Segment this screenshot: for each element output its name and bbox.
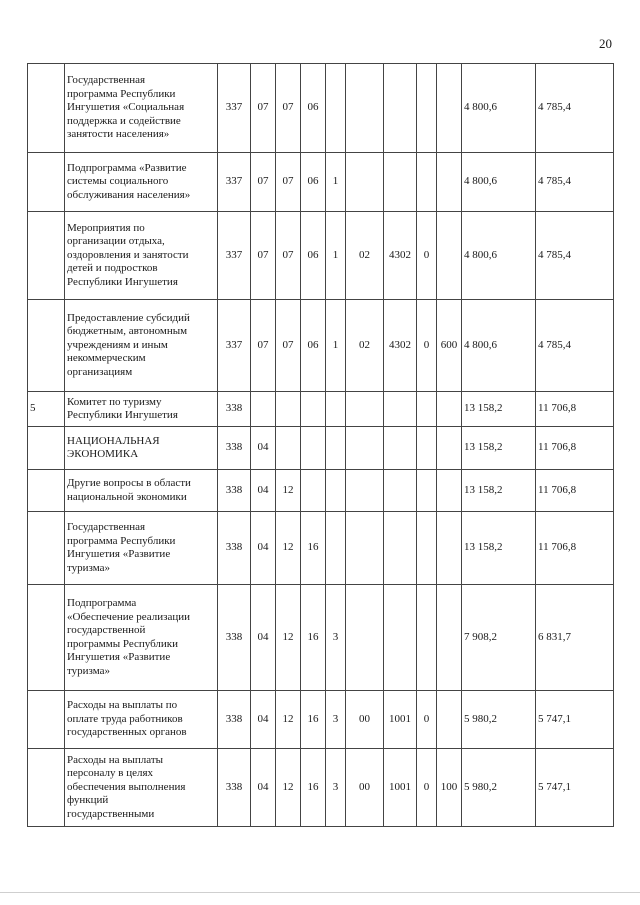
section-code — [251, 64, 276, 153]
section-code — [251, 300, 276, 392]
amount-year-1 — [462, 749, 536, 827]
program-code-text: 06 — [307, 175, 319, 188]
amount-year-1-text: 5 980,2 — [464, 780, 497, 793]
amount-year-2 — [536, 300, 614, 392]
direction-code — [384, 585, 417, 691]
expense-type-code — [437, 691, 462, 749]
amount-year-2 — [536, 749, 614, 827]
amount-year-2-text: 11 706,8 — [538, 441, 577, 454]
section-code-text: 07 — [257, 248, 269, 261]
row-number — [28, 212, 65, 300]
event-code — [346, 392, 384, 427]
section-code — [251, 212, 276, 300]
amount-year-1 — [462, 427, 536, 470]
budget-table — [27, 63, 614, 827]
direction-code — [384, 212, 417, 300]
row-number — [28, 153, 65, 212]
section-code-text: 07 — [257, 175, 269, 188]
flag-code — [417, 470, 437, 512]
direction-code — [384, 470, 417, 512]
section-code — [251, 512, 276, 585]
ministry-code — [218, 427, 251, 470]
expense-type-code-text: 600 — [440, 338, 458, 351]
program-code-text: 06 — [307, 248, 319, 261]
flag-code-text: 0 — [423, 338, 430, 351]
direction-code — [384, 392, 417, 427]
subsection-code — [276, 470, 301, 512]
expense-type-code — [437, 392, 462, 427]
subprogram-code — [326, 585, 346, 691]
subprogram-code-text: 1 — [332, 248, 339, 261]
amount-year-2 — [536, 64, 614, 153]
subprogram-code — [326, 153, 346, 212]
subsection-code-text: 07 — [282, 175, 294, 188]
direction-code — [384, 749, 417, 827]
amount-year-1 — [462, 585, 536, 691]
subprogram-code — [326, 392, 346, 427]
expense-type-code — [437, 585, 462, 691]
amount-year-2 — [536, 392, 614, 427]
flag-code — [417, 212, 437, 300]
subsection-code-text: 07 — [282, 248, 294, 261]
subprogram-code-text: 1 — [332, 338, 339, 351]
row-number — [28, 300, 65, 392]
program-code-text: 06 — [307, 338, 319, 351]
subsection-code-text: 12 — [282, 630, 294, 643]
amount-year-1 — [462, 470, 536, 512]
row-name — [65, 153, 218, 212]
event-code — [346, 153, 384, 212]
ministry-code — [218, 585, 251, 691]
ministry-code — [218, 300, 251, 392]
expense-type-code — [437, 427, 462, 470]
amount-year-1-text: 13 158,2 — [464, 483, 503, 496]
table-row — [28, 585, 614, 691]
row-number — [28, 691, 65, 749]
flag-code — [417, 749, 437, 827]
row-name — [65, 212, 218, 300]
row-name-text: Расходы на выплаты по оплате труда работников государственных органов — [67, 699, 187, 739]
program-code — [301, 691, 326, 749]
flag-code — [417, 427, 437, 470]
amount-year-1 — [462, 691, 536, 749]
subprogram-code — [326, 212, 346, 300]
subsection-code-text: 07 — [282, 338, 294, 351]
ministry-code — [218, 212, 251, 300]
ministry-code-text: 338 — [225, 630, 243, 643]
subsection-code — [276, 512, 301, 585]
table-row — [28, 691, 614, 749]
row-number — [28, 427, 65, 470]
ministry-code-text: 338 — [225, 402, 243, 415]
section-code — [251, 427, 276, 470]
subsection-code-text: 12 — [282, 712, 294, 725]
flag-code — [417, 512, 437, 585]
expense-type-code — [437, 470, 462, 512]
event-code-text: 02 — [359, 248, 370, 261]
row-number — [28, 585, 65, 691]
program-code — [301, 300, 326, 392]
direction-code — [384, 300, 417, 392]
row-name-text: Предоставление субсидий бюджетным, автономным учреждениям и иным некоммерческим организациям — [67, 311, 190, 378]
section-code-text: 04 — [257, 483, 269, 496]
row-name — [65, 691, 218, 749]
amount-year-2 — [536, 512, 614, 585]
section-code-text: 04 — [257, 780, 269, 793]
row-name — [65, 512, 218, 585]
program-code — [301, 212, 326, 300]
flag-code — [417, 585, 437, 691]
event-code-text: 00 — [359, 780, 370, 793]
amount-year-1 — [462, 153, 536, 212]
flag-code — [417, 300, 437, 392]
subsection-code — [276, 691, 301, 749]
flag-code-text: 0 — [423, 780, 430, 793]
row-number — [28, 64, 65, 153]
flag-code-text: 0 — [423, 248, 430, 261]
ministry-code-text: 338 — [225, 780, 243, 793]
subprogram-code — [326, 512, 346, 585]
direction-code — [384, 427, 417, 470]
expense-type-code — [437, 64, 462, 153]
event-code — [346, 300, 384, 392]
amount-year-2-text: 5 747,1 — [538, 712, 571, 725]
amount-year-2 — [536, 691, 614, 749]
amount-year-2 — [536, 427, 614, 470]
ministry-code-text: 337 — [225, 248, 243, 261]
row-name-text: Государственная программа Республики Ингушетия «Социальная поддержка и содействие занятости населения» — [67, 74, 185, 141]
section-code-text: 04 — [257, 441, 269, 454]
row-name — [65, 749, 218, 827]
ministry-code — [218, 749, 251, 827]
row-name-text: Государственная программа Республики Ингушетия «Развитие туризма» — [67, 521, 176, 574]
row-name-text: Мероприятия по организации отдыха, оздоровления и занятости детей и подростков Республики Ингушетия — [67, 221, 189, 288]
subprogram-code — [326, 300, 346, 392]
amount-year-1-text: 4 800,6 — [464, 101, 497, 114]
amount-year-1-text: 13 158,2 — [464, 441, 503, 454]
subprogram-code — [326, 470, 346, 512]
subsection-code — [276, 427, 301, 470]
row-name — [65, 470, 218, 512]
ministry-code — [218, 512, 251, 585]
amount-year-2-text: 4 785,4 — [538, 248, 571, 261]
event-code — [346, 585, 384, 691]
amount-year-1 — [462, 392, 536, 427]
subprogram-code-text: 3 — [332, 712, 339, 725]
subsection-code — [276, 153, 301, 212]
ministry-code-text: 337 — [225, 338, 243, 351]
ministry-code — [218, 470, 251, 512]
amount-year-2-text: 11 706,8 — [538, 483, 577, 496]
amount-year-1-text: 13 158,2 — [464, 402, 503, 415]
direction-code — [384, 153, 417, 212]
program-code — [301, 470, 326, 512]
expense-type-code — [437, 212, 462, 300]
program-code — [301, 585, 326, 691]
subsection-code-text: 12 — [282, 780, 294, 793]
subsection-code — [276, 64, 301, 153]
row-number — [28, 392, 65, 427]
table-row — [28, 512, 614, 585]
table-row — [28, 392, 614, 427]
row-name-text: Подпрограмма «Развитие системы социального обслуживания населения» — [67, 161, 191, 201]
ministry-code-text: 337 — [225, 175, 243, 188]
row-number — [28, 749, 65, 827]
program-code — [301, 392, 326, 427]
section-code — [251, 749, 276, 827]
section-code — [251, 392, 276, 427]
amount-year-2-text: 5 747,1 — [538, 780, 571, 793]
subsection-code-text: 07 — [282, 101, 294, 114]
program-code — [301, 64, 326, 153]
section-code — [251, 691, 276, 749]
flag-code — [417, 64, 437, 153]
program-code-text: 16 — [307, 541, 319, 554]
amount-year-1 — [462, 212, 536, 300]
subsection-code-text: 12 — [282, 483, 294, 496]
row-name-text: НАЦИОНАЛЬНАЯ ЭКОНОМИКА — [67, 434, 160, 460]
row-name-text: Другие вопросы в области национальной экономики — [67, 477, 191, 503]
table-row — [28, 470, 614, 512]
subprogram-code — [326, 691, 346, 749]
program-code — [301, 512, 326, 585]
event-code — [346, 512, 384, 585]
row-number — [28, 512, 65, 585]
flag-code — [417, 691, 437, 749]
row-name-text: Расходы на выплаты персоналу в целях обеспечения выполнения функций государственными — [67, 753, 186, 820]
subsection-code — [276, 585, 301, 691]
expense-type-code — [437, 512, 462, 585]
amount-year-2-text: 11 706,8 — [538, 541, 577, 554]
row-name — [65, 585, 218, 691]
row-name — [65, 64, 218, 153]
event-code — [346, 749, 384, 827]
amount-year-1-text: 4 800,6 — [464, 338, 497, 351]
amount-year-1 — [462, 512, 536, 585]
direction-code — [384, 64, 417, 153]
amount-year-1-text: 4 800,6 — [464, 248, 497, 261]
direction-code — [384, 512, 417, 585]
amount-year-2-text: 4 785,4 — [538, 338, 571, 351]
amount-year-2-text: 4 785,4 — [538, 175, 571, 188]
section-code — [251, 470, 276, 512]
direction-code-text: 4302 — [389, 338, 411, 351]
row-number-text: 5 — [30, 402, 36, 415]
ministry-code — [218, 691, 251, 749]
amount-year-2 — [536, 153, 614, 212]
subprogram-code-text: 3 — [332, 630, 339, 643]
direction-code-text: 1001 — [389, 780, 411, 793]
section-code-text: 07 — [257, 101, 269, 114]
ministry-code — [218, 153, 251, 212]
row-name-text: Комитет по туризму Республики Ингушетия — [67, 395, 178, 421]
event-code — [346, 427, 384, 470]
program-code-text: 16 — [307, 780, 319, 793]
subprogram-code — [326, 64, 346, 153]
ministry-code-text: 337 — [225, 101, 243, 114]
subsection-code-text: 12 — [282, 541, 294, 554]
program-code — [301, 427, 326, 470]
flag-code-text: 0 — [423, 712, 430, 725]
amount-year-2 — [536, 212, 614, 300]
section-code-text: 04 — [257, 630, 269, 643]
section-code-text: 04 — [257, 541, 269, 554]
section-code — [251, 153, 276, 212]
table-row — [28, 64, 614, 153]
direction-code-text: 4302 — [389, 248, 411, 261]
subprogram-code — [326, 427, 346, 470]
subprogram-code-text: 3 — [332, 780, 339, 793]
page-number: 20 — [599, 36, 612, 51]
amount-year-2-text: 11 706,8 — [538, 402, 577, 415]
section-code-text: 04 — [257, 712, 269, 725]
ministry-code-text: 338 — [225, 541, 243, 554]
table-row — [28, 212, 614, 300]
flag-code — [417, 153, 437, 212]
amount-year-2-text: 6 831,7 — [538, 630, 571, 643]
amount-year-1-text: 4 800,6 — [464, 175, 497, 188]
program-code — [301, 153, 326, 212]
program-code-text: 06 — [307, 101, 319, 114]
expense-type-code — [437, 153, 462, 212]
event-code — [346, 212, 384, 300]
expense-type-code — [437, 749, 462, 827]
table-row — [28, 427, 614, 470]
event-code-text: 00 — [359, 712, 370, 725]
event-code-text: 02 — [359, 338, 370, 351]
flag-code — [417, 392, 437, 427]
amount-year-2 — [536, 470, 614, 512]
table-row — [28, 153, 614, 212]
subprogram-code-text: 1 — [332, 175, 339, 188]
direction-code-text: 1001 — [389, 712, 411, 725]
program-code — [301, 749, 326, 827]
subsection-code — [276, 392, 301, 427]
amount-year-2-text: 4 785,4 — [538, 101, 571, 114]
program-code-text: 16 — [307, 712, 319, 725]
subprogram-code — [326, 749, 346, 827]
table-body — [28, 64, 614, 827]
direction-code — [384, 691, 417, 749]
ministry-code-text: 338 — [225, 441, 243, 454]
amount-year-2 — [536, 585, 614, 691]
amount-year-1 — [462, 64, 536, 153]
program-code-text: 16 — [307, 630, 319, 643]
section-code — [251, 585, 276, 691]
amount-year-1 — [462, 300, 536, 392]
subsection-code — [276, 212, 301, 300]
section-code-text: 07 — [257, 338, 269, 351]
event-code — [346, 64, 384, 153]
amount-year-1-text: 5 980,2 — [464, 712, 497, 725]
expense-type-code-text: 100 — [440, 780, 458, 793]
row-name-text: Подпрограмма «Обеспечение реализации государственной программы Республики Ингушетия «Развитие туризма» — [67, 597, 191, 677]
table-row — [28, 749, 614, 827]
event-code — [346, 470, 384, 512]
ministry-code — [218, 64, 251, 153]
row-name — [65, 392, 218, 427]
table-row — [28, 300, 614, 392]
row-name — [65, 300, 218, 392]
subsection-code — [276, 300, 301, 392]
ministry-code-text: 338 — [225, 483, 243, 496]
subsection-code — [276, 749, 301, 827]
ministry-code — [218, 392, 251, 427]
ministry-code-text: 338 — [225, 712, 243, 725]
expense-type-code — [437, 300, 462, 392]
row-name — [65, 427, 218, 470]
scan-edge-line — [0, 892, 640, 893]
amount-year-1-text: 13 158,2 — [464, 541, 503, 554]
event-code — [346, 691, 384, 749]
row-number — [28, 470, 65, 512]
amount-year-1-text: 7 908,2 — [464, 630, 497, 643]
